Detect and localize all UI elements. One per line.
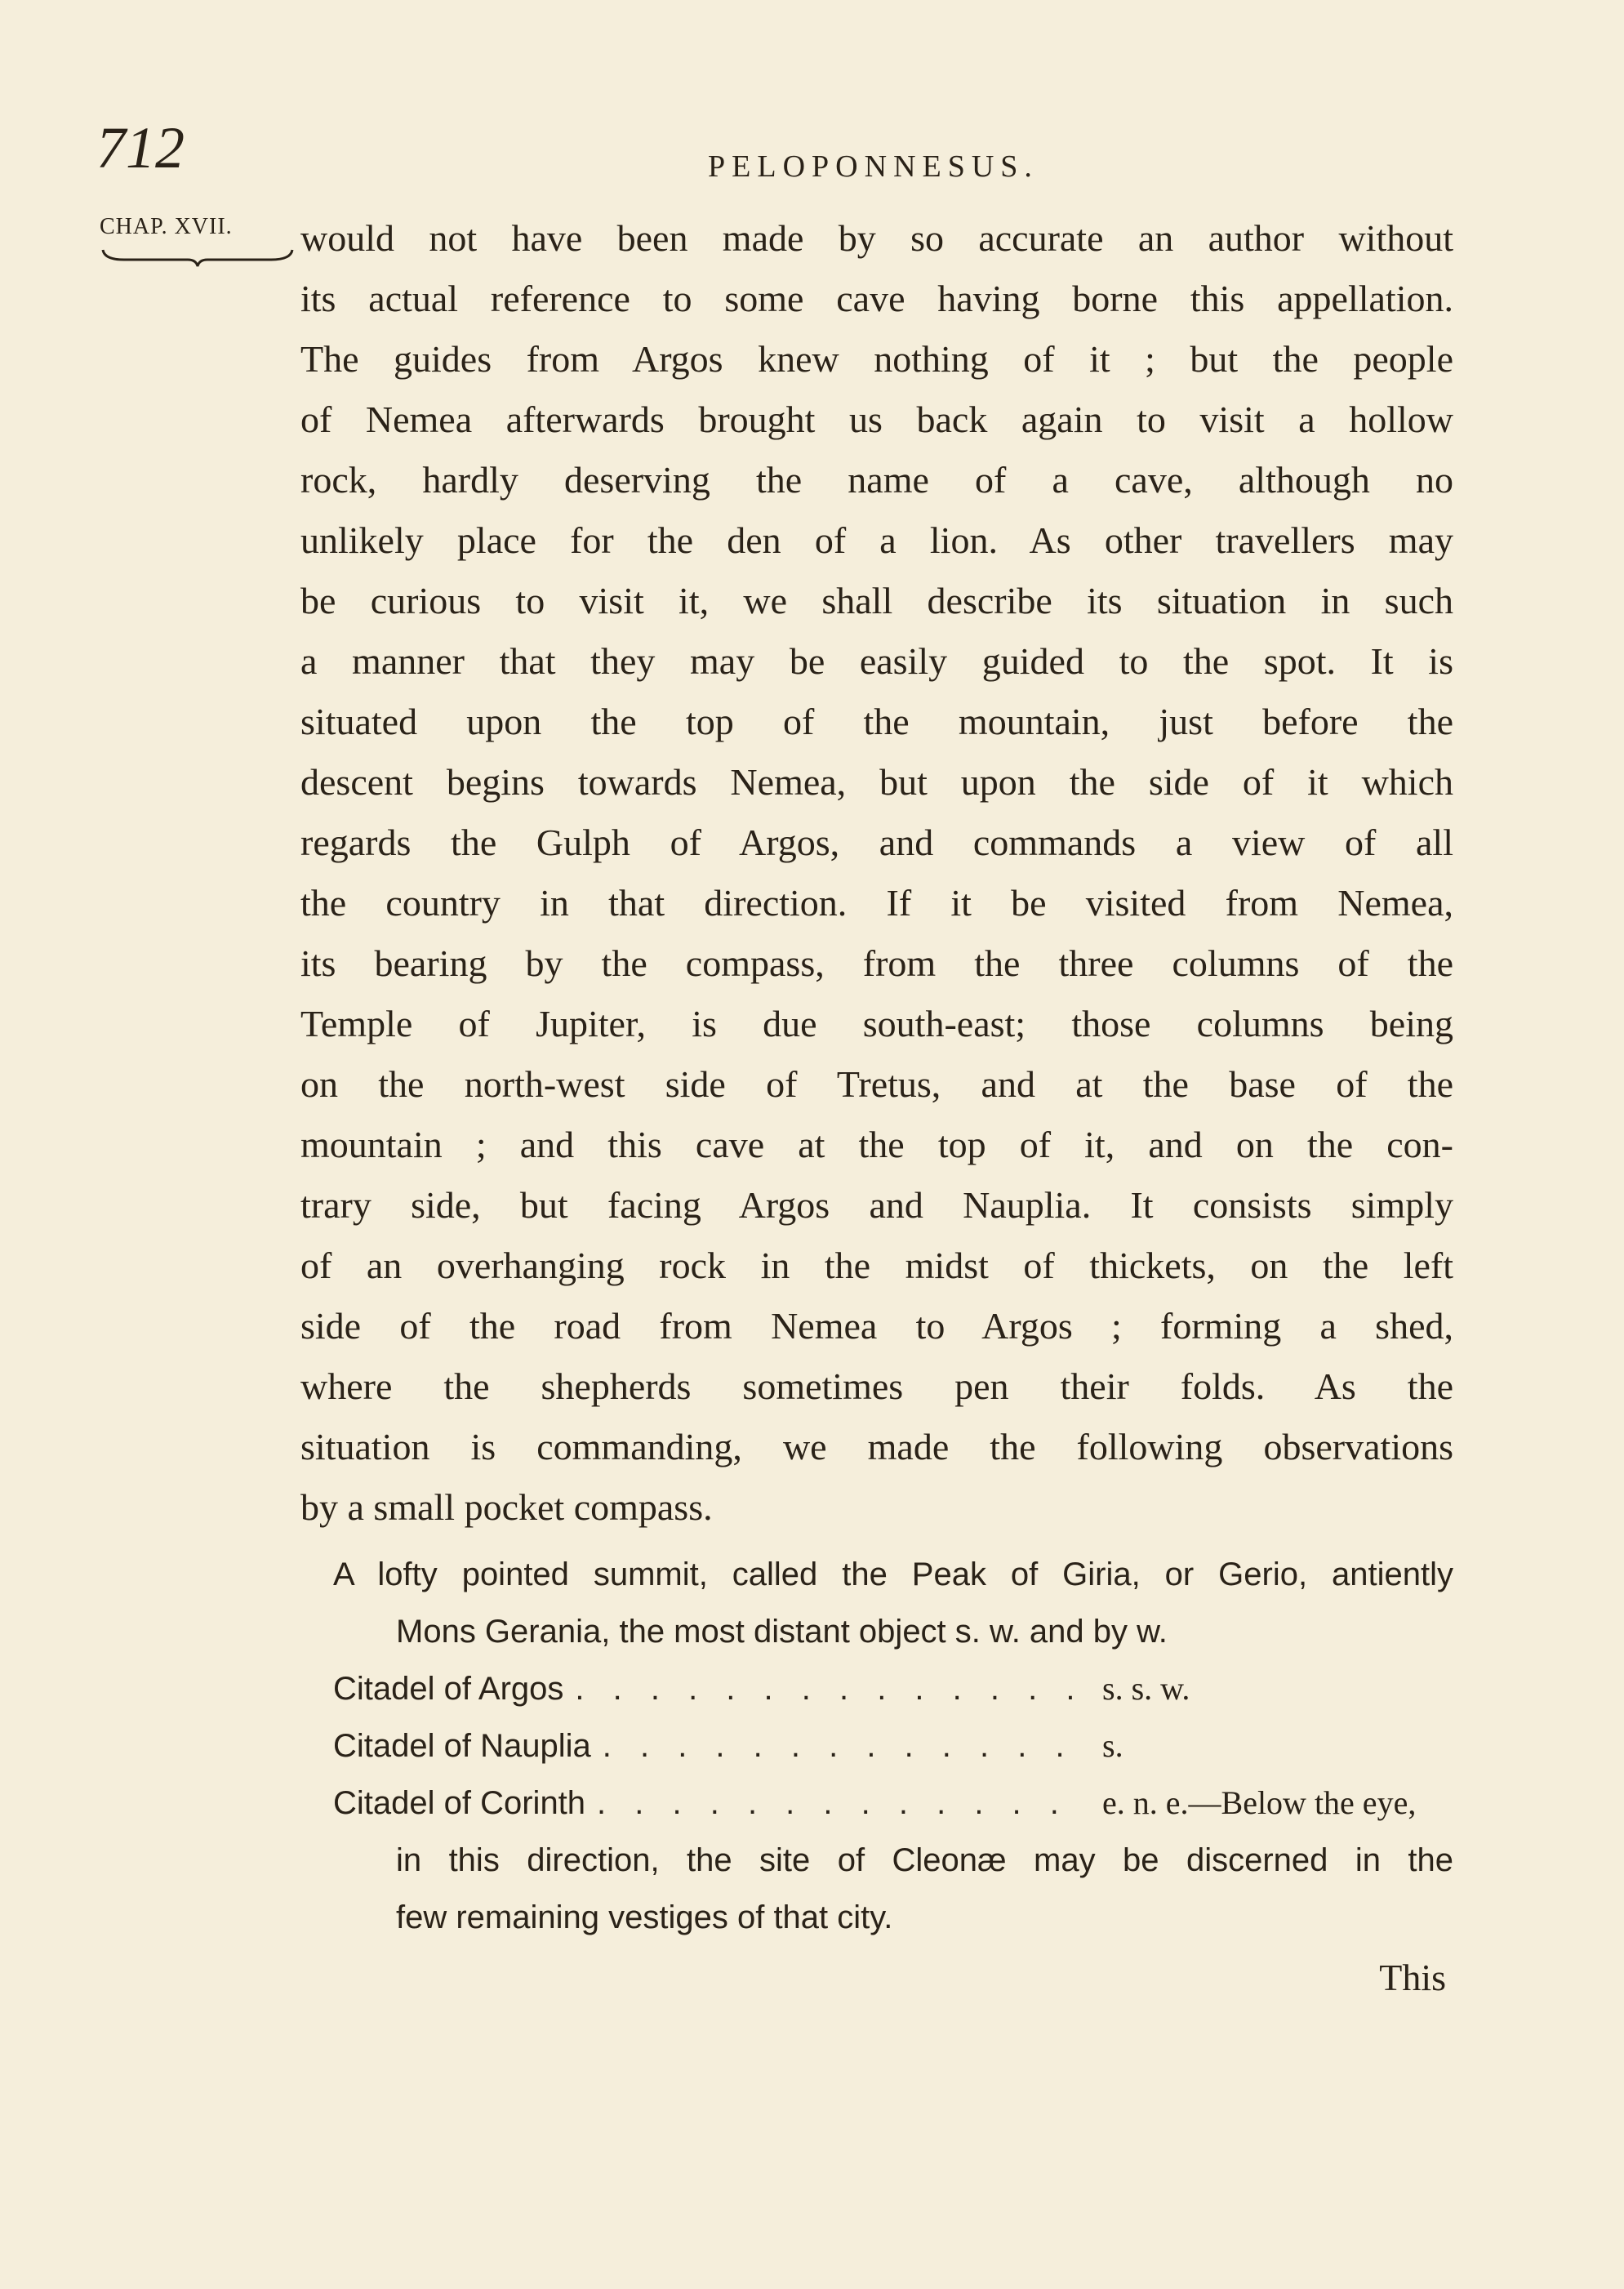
text-line: unlikely place for the den of a lion. As other travellers may — [300, 519, 1453, 561]
running-title: PELOPONNESUS. — [708, 149, 1039, 184]
text-line: of Nemea afterwards brought us back again to visit a hollow — [300, 399, 1453, 440]
observation-place: Citadel of Argos — [333, 1671, 564, 1707]
observation-bearing: e. n. e.—Below the eye, — [1102, 1784, 1417, 1821]
text-line: rock, hardly deserving the name of a cave, although no — [300, 459, 1453, 501]
text-line: its bearing by the compass, from the three columns of the — [300, 942, 1453, 984]
chapter-brace — [100, 247, 296, 268]
observation-note: in this direction, the site of Cleonæ may be discerned in the — [396, 1842, 1453, 1878]
text-line: side of the road from Nemea to Argos ; forming a shed, — [300, 1305, 1453, 1347]
observation-row — [300, 1660, 1453, 1717]
text-line: by a small pocket compass. — [300, 1486, 713, 1528]
text-line: situation is commanding, we made the following observations — [300, 1426, 1453, 1467]
observation-row — [300, 1717, 1453, 1775]
text-line: on the north-west side of Tretus, and at the base of the — [300, 1063, 1453, 1105]
observation-bearing: s. — [1102, 1727, 1123, 1764]
text-line: where the shepherds sometimes pen their folds. As the — [300, 1365, 1453, 1407]
catchword: This — [1379, 1957, 1446, 1998]
leader-dots: . . . . . . . . . . . . . — [597, 1785, 1069, 1821]
text-line: situated upon the top of the mountain, just before the — [300, 701, 1453, 742]
text-line: The guides from Argos knew nothing of it ; but the people — [300, 338, 1453, 380]
text-line: the country in that direction. If it be visited from Nemea, — [300, 882, 1453, 924]
text-line: mountain ; and this cave at the top of it, and on the con- — [300, 1124, 1453, 1165]
observation-row — [300, 1775, 1453, 1832]
text-line: descent begins towards Nemea, but upon the side of it which — [300, 761, 1453, 803]
observation-bearing: s. s. w. — [1102, 1670, 1190, 1707]
chapter-label: CHAP. XVII. — [100, 214, 233, 239]
leader-dots: . . . . . . . . . . . . . — [602, 1728, 1075, 1764]
text-line: Temple of Jupiter, is due south-east; those columns being — [300, 1003, 1453, 1044]
text-line: would not have been made by so accurate an author without — [300, 217, 1453, 259]
observation-place: Citadel of Nauplia — [333, 1728, 591, 1764]
observation-intro-continued: Mons Gerania, the most distant object s. w. and by w. — [396, 1614, 1168, 1650]
observation-place: Citadel of Corinth — [333, 1785, 586, 1821]
text-line: of an overhanging rock in the midst of thickets, on the left — [300, 1245, 1453, 1286]
page-number: 712 — [96, 115, 185, 180]
observation-intro: A lofty pointed summit, called the Peak of Giria, or Gerio, antiently — [333, 1556, 1453, 1592]
text-line: be curious to visit it, we shall describe its situation in such — [300, 580, 1453, 621]
text-line: a manner that they may be easily guided to the spot. It is — [300, 640, 1453, 682]
observations-list — [300, 1546, 1453, 1946]
observation-note-continued: few remaining vestiges of that city. — [396, 1899, 893, 1935]
text-line: trary side, but facing Argos and Nauplia. It consists simply — [300, 1184, 1453, 1226]
text-line: regards the Gulph of Argos, and commands a view of all — [300, 822, 1453, 863]
body-text — [300, 208, 1453, 1538]
leader-dots: . . . . . . . . . . . . . . — [575, 1671, 1085, 1707]
text-line: its actual reference to some cave having borne this appellation. — [300, 278, 1453, 319]
